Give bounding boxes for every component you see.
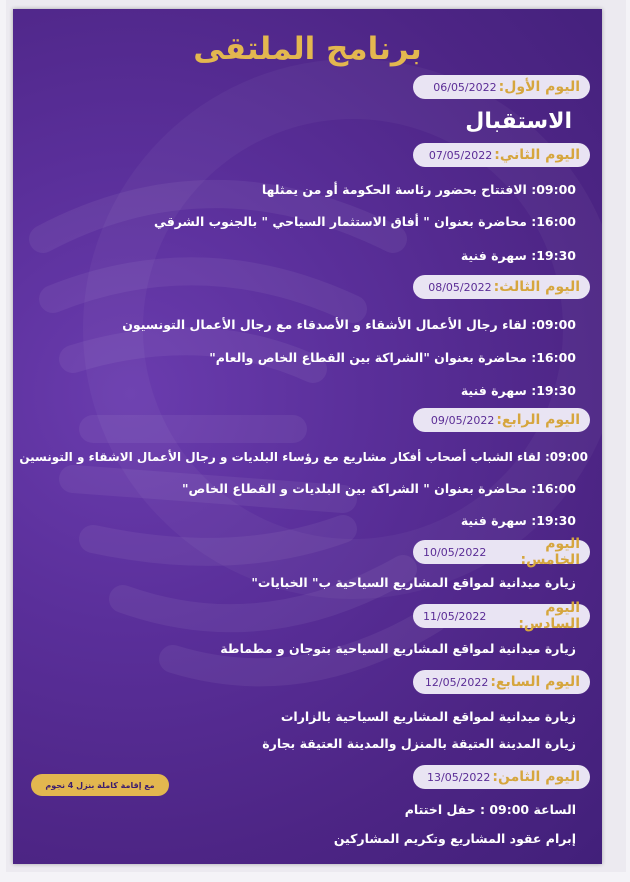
day-3-item: 19:30: سهرة فنية xyxy=(460,383,576,398)
day-2-item: 19:30: سهرة فنية xyxy=(460,248,576,263)
day-5-date: 10/05/2022 xyxy=(423,545,487,559)
day-4-date: 09/05/2022 xyxy=(430,413,495,427)
day-2-item: 09:00: الافتتاح بحضور رئاسة الحكومة أو من يمثلها xyxy=(261,182,576,197)
day-4-item: 16:00: محاضرة بعنوان " الشراكة بين البلديات و القطاع الخاص" xyxy=(182,481,576,496)
day-4-item: 09:00: لقاء الشباب أصحاب أفكار مشاريع مع رؤساء البلديات و رجال الأعمال الاشقاء و التونسين xyxy=(19,450,588,464)
day-2-item: 16:00: محاضرة بعنوان " أفاق الاستثمار السياحي " بالجنوب الشرقي xyxy=(153,214,576,229)
day-8-date: 13/05/2022 xyxy=(427,770,491,784)
day-4-header xyxy=(413,408,590,432)
day-8-item: الساعة 09:00 : حفل اختتام xyxy=(404,802,576,817)
day-6-date: 11/05/2022 xyxy=(423,609,487,623)
day-5-name: اليوم الخامس: xyxy=(520,536,580,568)
day-4-name: اليوم الرابع: xyxy=(496,412,580,428)
day-2-date: 07/05/2022 xyxy=(428,148,493,162)
reception-label: الاستقبال xyxy=(465,109,572,134)
program-poster xyxy=(13,9,602,864)
day-5-item: زيارة ميدانية لمواقع المشاريع السياحية ب" الخبايات" xyxy=(251,575,576,590)
day-3-header xyxy=(413,275,590,299)
day-7-item: زيارة ميدانية لمواقع المشاريع السياحية بالزارات xyxy=(280,709,576,724)
page-title: برنامج الملتقى xyxy=(193,31,422,67)
day-7-date: 12/05/2022 xyxy=(424,675,489,689)
day-1-date: 06/05/2022 xyxy=(433,80,497,94)
day-8-item: إبرام عقود المشاريع وتكريم المشاركين xyxy=(333,831,576,846)
day-5-header xyxy=(413,536,590,568)
day-8-name: اليوم الثامن: xyxy=(492,769,580,785)
day-2-name: اليوم الثاني: xyxy=(494,147,580,163)
day-3-item: 16:00: محاضرة بعنوان "الشراكة بين القطاع الخاص والعام" xyxy=(209,350,576,365)
day-2-header xyxy=(413,143,590,167)
day-4-item: 19:30: سهرة فنية xyxy=(460,513,576,528)
day-6-header xyxy=(413,600,590,632)
day-8-header xyxy=(413,765,590,789)
day-6-name: اليوم السادس: xyxy=(518,600,580,632)
day-3-date: 08/05/2022 xyxy=(428,280,492,294)
day-7-name: اليوم السابع: xyxy=(490,674,580,690)
day-1-name: اليوم الأول: xyxy=(498,79,580,95)
day-6-item: زيارة ميدانية لمواقع المشاريع السياحية بتوجان و مطماطة xyxy=(220,641,576,656)
accommodation-badge: مع إقامة كاملة بنزل 4 نجوم xyxy=(31,774,169,796)
day-7-item: زيارة المدينة العتيقة بالمنزل والمدينة العتيقة بجارة xyxy=(262,736,576,751)
day-1-header xyxy=(413,75,590,99)
day-3-name: اليوم الثالث: xyxy=(493,279,580,295)
day-3-item: 09:00: لقاء رجال الأعمال الأشقاء و الأصدقاء مع رجال الأعمال التونسيون xyxy=(122,317,576,332)
day-7-header xyxy=(413,670,590,694)
